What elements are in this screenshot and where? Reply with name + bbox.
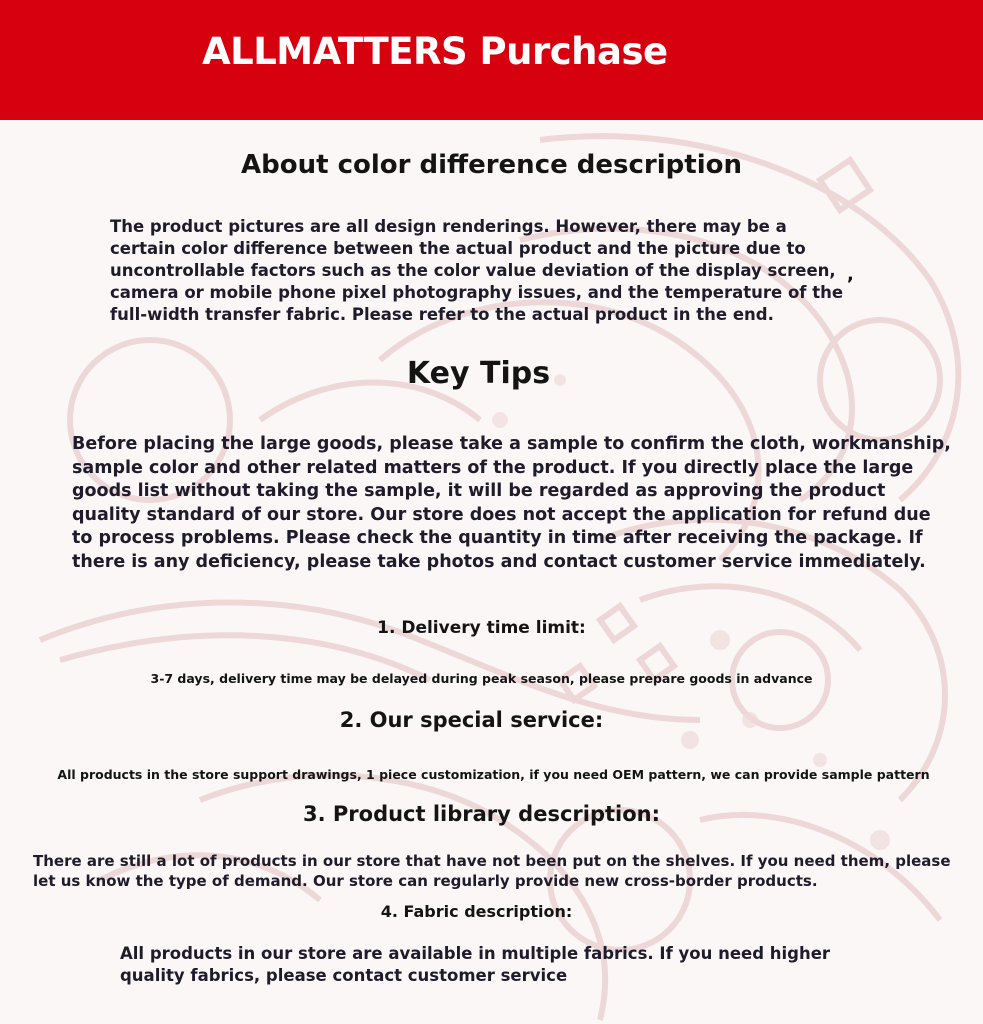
special-service-text: All products in the store support drawings, 1 piece customization, if you need OEM pattern, we can provide sample pattern [57, 767, 930, 782]
product-library-text: There are still a lot of products in our store that have not been put on the shelves. If you need them, please let us know the type of demand. Our store can regularly provide new cross-border products. [33, 852, 951, 890]
header-banner [0, 0, 983, 120]
delivery-time-text: 3-7 days, delivery time may be delayed during peak season, please prepare goods in advance [150, 671, 813, 686]
fabric-text: All products in our store are available in multiple fabrics. If you need higher quality fabrics, please contact customer service [120, 944, 831, 985]
fabric-heading: 4. Fabric description: [380, 902, 573, 921]
page-title: ALLMATTERS Purchase [202, 30, 668, 73]
stray-comma-mark: , [847, 264, 854, 285]
key-tips-text: Before placing the large goods, please take a sample to confirm the cloth, workmanship, sample color and other related matters of the product. If you directly place the large goods list without taking the sample, it will be regarded as approving the product quality standard of our store. Our store does not accept the application for refund due to process problems. Please check the quantity in time after receiving the package. If there is any deficiency, please take photos and contact customer service immediately. [72, 434, 951, 572]
special-service-heading: 2. Our special service: [339, 708, 604, 732]
key-tips-heading: Key Tips [406, 356, 551, 391]
color-difference-text: The product pictures are all design renderings. However, there may be a certain color difference between the actual product and the picture due to uncontrollable factors such as the color value deviation of the display screen, camera or mobile phone pixel photography issues, and the temperature of the full-width transfer fabric. Please refer to the actual product in the end. [110, 217, 844, 324]
product-library-heading: 3. Product library description: [303, 802, 660, 826]
delivery-time-heading: 1. Delivery time limit: [377, 618, 586, 638]
color-difference-heading: About color difference description [241, 150, 742, 180]
